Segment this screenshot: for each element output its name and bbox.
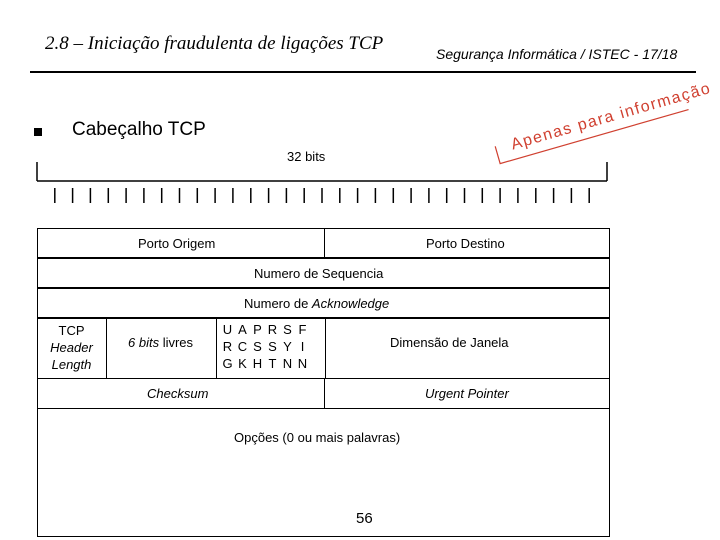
checksum-field bbox=[37, 378, 326, 409]
flag-letter: R bbox=[267, 322, 278, 337]
flag-letter: N bbox=[297, 356, 308, 371]
source-port-field bbox=[37, 228, 326, 258]
header-length-line-2: Header bbox=[50, 340, 93, 355]
sequence-number-label: Numero de Sequencia bbox=[254, 266, 384, 281]
dest-port-label: Porto Destino bbox=[426, 236, 505, 251]
options-field bbox=[37, 408, 610, 537]
header-length-line-3: Length bbox=[51, 357, 92, 372]
flag-letter: S bbox=[283, 322, 292, 337]
section-heading: Cabeçalho TCP bbox=[72, 119, 206, 140]
flag-letter: P bbox=[253, 322, 262, 337]
header-length-label bbox=[38, 322, 105, 373]
svg-text:Apenas para informação: Apenas para informação bbox=[509, 79, 714, 154]
page-number: 56 bbox=[356, 510, 373, 527]
ack-number-field bbox=[37, 288, 610, 318]
flag-letter: I bbox=[300, 339, 305, 354]
flag-letter: Y bbox=[283, 339, 292, 354]
slide-title: 2.8 – Iniciação fraudulenta de ligações TCP bbox=[45, 33, 384, 54]
flag-letter: F bbox=[298, 322, 307, 337]
header-length-line-1: TCP bbox=[58, 323, 85, 338]
flag-letter: S bbox=[268, 339, 277, 354]
control-flags-field bbox=[216, 318, 327, 380]
reserved-bits-text: livres bbox=[159, 335, 194, 350]
window-size-label: Dimensão de Janela bbox=[390, 335, 509, 350]
ack-label-prefix: Numero de bbox=[244, 296, 312, 311]
urgent-pointer-field bbox=[324, 378, 610, 409]
control-flags-grid bbox=[220, 321, 310, 372]
flag-letter: C bbox=[237, 339, 248, 354]
urgent-pointer-label: Urgent Pointer bbox=[425, 386, 509, 401]
bits-width-label: 32 bits bbox=[287, 149, 326, 164]
course-label: Segurança Informática / ISTEC - 17/18 bbox=[436, 46, 678, 62]
flag-letter: R bbox=[222, 339, 233, 354]
flag-letter: U bbox=[222, 322, 233, 337]
flag-letter: N bbox=[282, 356, 293, 371]
source-port-label: Porto Origem bbox=[138, 236, 216, 251]
flag-letter: H bbox=[252, 356, 263, 371]
reserved-bits-label bbox=[128, 335, 193, 350]
flag-letter: S bbox=[253, 339, 262, 354]
reserved-bits-field bbox=[106, 318, 218, 380]
flag-letter: K bbox=[238, 356, 247, 371]
window-size-field bbox=[325, 318, 610, 380]
ack-number-label bbox=[244, 296, 389, 311]
bullet-square-icon bbox=[34, 128, 42, 136]
flag-letter: A bbox=[238, 322, 247, 337]
flag-letter: T bbox=[268, 356, 277, 371]
info-only-stamp bbox=[485, 63, 714, 166]
flag-letter: G bbox=[222, 356, 233, 371]
checksum-label: Checksum bbox=[147, 386, 209, 401]
sequence-number-field bbox=[37, 258, 610, 288]
header-divider bbox=[30, 71, 696, 73]
ack-label-italic: Acknowledge bbox=[311, 296, 390, 311]
dest-port-field bbox=[324, 228, 610, 258]
header-length-field bbox=[37, 318, 107, 380]
reserved-bits-count: 6 bits bbox=[128, 335, 160, 350]
options-label: Opções (0 ou mais palavras) bbox=[234, 430, 401, 445]
